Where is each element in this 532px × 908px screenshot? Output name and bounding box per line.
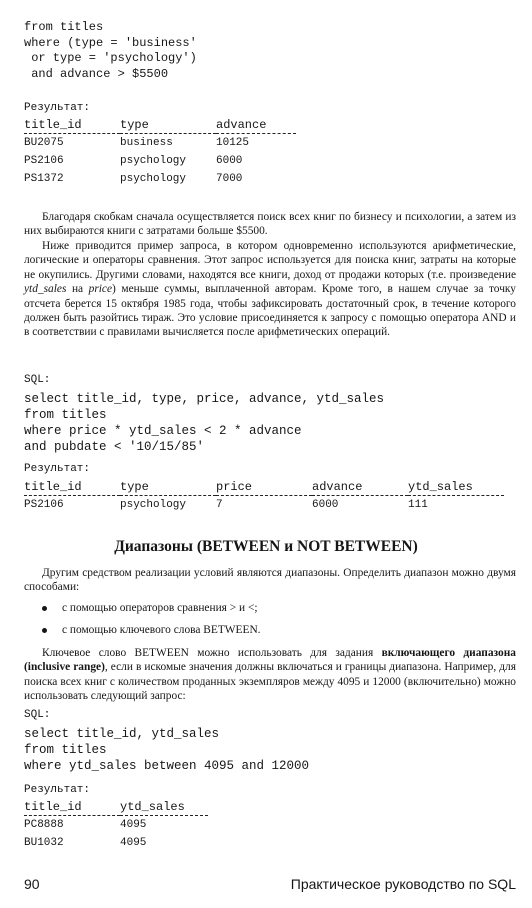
table-cell: PS2106 xyxy=(24,155,64,167)
column-header: title_id xyxy=(24,118,120,134)
code-line: and pubdate < '10/15/85' xyxy=(24,440,205,454)
column-header: ytd_sales xyxy=(408,480,504,496)
bullet-list xyxy=(40,598,510,642)
paragraph-2 xyxy=(24,239,516,340)
text-run: на xyxy=(66,283,89,296)
code-line: from titles xyxy=(24,408,107,422)
text-run: Ключевое слово BETWEEN можно использовать для задания xyxy=(42,647,382,659)
column-header: advance xyxy=(312,480,408,496)
table-cell: PS1372 xyxy=(24,173,64,185)
table-cell: psychology xyxy=(120,155,187,167)
code-line: and advance > $5500 xyxy=(24,66,169,81)
list-item-text: с помощью ключевого слова BETWEEN. xyxy=(62,624,261,636)
table-header-row xyxy=(24,480,504,496)
table-cell: 6000 xyxy=(312,499,339,511)
table-cell: 7 xyxy=(216,499,223,511)
column-header: price xyxy=(216,480,312,496)
paragraph-3 xyxy=(24,646,516,704)
column-header: advance xyxy=(216,118,296,134)
code-line: where price * ytd_sales < 2 * advance xyxy=(24,424,302,438)
table-cell: 4095 xyxy=(120,837,147,849)
table-header-row xyxy=(24,800,208,816)
table-row xyxy=(24,496,504,515)
book-title: Практическое руководство по SQL xyxy=(290,876,516,892)
paragraph-1: Благодаря скобкам сначала осуществляется поиск всех книг по бизнесу и психологии, а затем из них выбираются книги с затратами больше $5500. xyxy=(24,211,516,238)
column-header: ytd_sales xyxy=(120,800,208,816)
code-block-2 xyxy=(24,391,384,455)
text-emphasis: price xyxy=(88,283,113,296)
code-line: where (type = 'business' xyxy=(24,35,197,50)
table-row xyxy=(24,170,296,188)
text-run: Ниже приводится пример запроса, в котором одновременно используются арифметические, логические и операторы сравнения. Этот запрос используется для поиска книг, затраты на которые не окупились. Другими словами, находятся все книги, доход от продажи которых (т.е. произведение xyxy=(24,240,516,281)
bullet-icon xyxy=(42,606,47,611)
code-line: where ytd_sales between 4095 and 12000 xyxy=(24,759,310,773)
code-line: select title_id, type, price, advance, ytd_sales xyxy=(24,392,385,406)
table-header-row xyxy=(24,118,296,134)
table-row xyxy=(24,816,208,835)
sql-label-2: SQL: xyxy=(24,374,51,386)
text-emphasis: ytd_sales xyxy=(24,283,67,296)
column-header: type xyxy=(120,118,216,134)
table-cell: BU1032 xyxy=(24,837,64,849)
table-row xyxy=(24,134,296,153)
bullet-icon xyxy=(42,628,47,633)
table-cell: PS2106 xyxy=(24,499,64,511)
text-run: , если в искомые значения должны включаться и границы диапазона. Например, для поиска всех книг с количеством проданных экземпляров между 4095 и 12000 (включительно) можно использовать следующий запрос: xyxy=(24,661,516,703)
table-cell: BU2075 xyxy=(24,137,64,149)
table-row xyxy=(24,152,296,170)
list-item-text: с помощью операторов сравнения > и <; xyxy=(62,602,258,614)
code-line: from titles xyxy=(24,20,104,34)
page-number: 90 xyxy=(24,876,40,892)
table-cell: 111 xyxy=(408,499,428,511)
text-run: ) меньше суммы, выплаченной авторам. Кроме того, в нашем случае за точку отсчета берется 15 октября 1985 года, чтобы зафиксировать достаточный срок, в течение которого должен быть разойтись тираж. Это условие присоединяется к запросу с помощью оператора AND и в соответствии с правилами вычисляется после арифметических операций. xyxy=(24,283,516,339)
code-block-3 xyxy=(24,726,309,774)
column-header: title_id xyxy=(24,480,120,496)
table-cell: PC8888 xyxy=(24,819,64,831)
table-cell: psychology xyxy=(120,173,187,185)
table-row xyxy=(24,834,208,852)
column-header: title_id xyxy=(24,800,120,816)
result-table-3 xyxy=(24,800,208,852)
code-line: or type = 'psychology') xyxy=(24,51,197,65)
sql-label-3: SQL: xyxy=(24,709,51,721)
code-block-1 xyxy=(24,20,197,82)
table-cell: business xyxy=(120,137,173,149)
result-table-1 xyxy=(24,118,296,188)
table-cell: 10125 xyxy=(216,137,250,149)
result-label-1: Результат: xyxy=(24,102,91,114)
table-cell: 4095 xyxy=(120,819,147,831)
section-intro: Другим средством реализации условий являются диапазоны. Определить диапазон можно двумя способами: xyxy=(24,567,516,594)
code-line: from titles xyxy=(24,743,107,757)
list-item xyxy=(40,598,510,620)
result-table-2 xyxy=(24,480,504,514)
table-cell: 7000 xyxy=(216,173,243,185)
code-line: select title_id, ytd_sales xyxy=(24,727,220,741)
text-bold: включающего диапазона (inclusive range) xyxy=(24,647,516,674)
result-label-2: Результат: xyxy=(24,463,91,475)
column-header: type xyxy=(120,480,216,496)
table-cell: 6000 xyxy=(216,155,243,167)
section-heading: Диапазоны (BETWEEN и NOT BETWEEN) xyxy=(114,538,418,555)
list-item xyxy=(40,620,510,642)
result-label-3: Результат: xyxy=(24,784,91,796)
table-cell: psychology xyxy=(120,499,187,511)
